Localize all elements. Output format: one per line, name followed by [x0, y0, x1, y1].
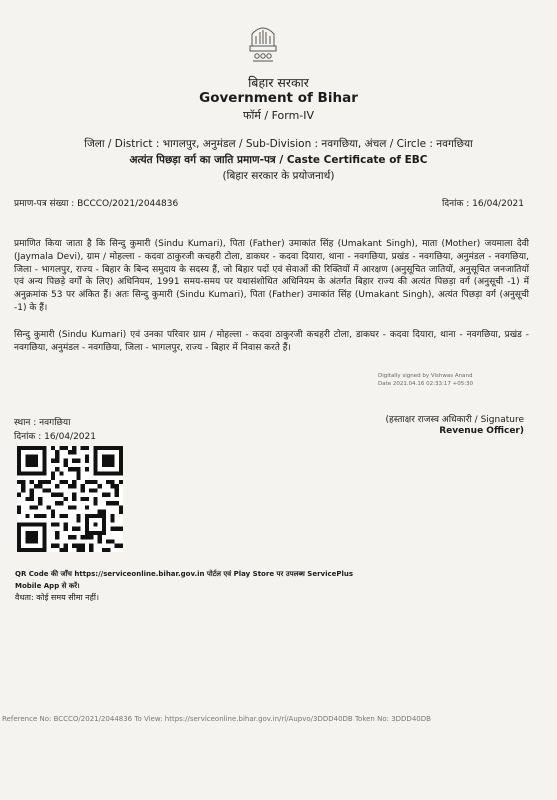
state-emblem-icon — [244, 18, 282, 64]
certificate-number: प्रमाण-पत्र संख्या : BCCCO/2021/2044836 — [14, 199, 179, 209]
certificate-title: अत्यंत पिछड़ा वर्ग का जाति प्रमाण-पत्र / Caste Certificate of EBC — [129, 154, 428, 166]
location-line: जिला / District : भागलपुर, अनुमंडल / Sub-Division : नवगछिया, अंचल / Circle : नवगछिया — [84, 138, 473, 150]
state-name-english: Government of Bihar — [199, 90, 358, 106]
qr-note-line1: QR Code की जाँच https://serviceonline.bihar.gov.in पोर्टल एवं Play Store पर उपलब्ध ServicePlus — [15, 570, 354, 578]
state-name-hindi: बिहार सरकार — [248, 75, 309, 90]
digital-signature-date: Date 2021.04.16 02:33:17 +05:30 — [378, 381, 474, 387]
qr-verification-note — [15, 568, 355, 604]
certification-paragraph: प्रमाणित किया जाता है कि सिन्दु कुमारी (Sindu Kumari), पिता (Father) उमाकांत सिंह (Umakant Singh), माता (Mother) जयमाला देवी (Jaymala Devi), ग्राम / मोहल्ला - कदवा ठाकुरजी कचहरी टोला, डाकघर - कदवा दियारा, थाना - नवगछिया, प्रखंड - नवगछिया, अनुमंडल - नवगछिया, जिला - भागलपुर, राज्य - बिहार के बिन्द समुदाय के सदस्य हैं, जो बिहार पदों एवं सेवाओं की रिक्तियों में आरक्षण (अनुसूचित जातियों, अनुसूचित जनजातियों एवं अन्य पिछड़े वर्गों के लिए) अधिनियम, 1991 समय-समय पर यथासंशोधित अधिनियम के अंतर्गत बिहार राज्य की अत्यंत पिछड़ा वर्ग (अनुसूची -1) में अनुक्रमांक 53 पर अंकित हैं। अतः सिन्दु कुमारी (Sindu Kumari), पिता (Father) उमाकांत सिंह (Umakant Singh), अत्यंत पिछड़ा वर्ग (अनुसूची -1) के हैं। — [14, 239, 529, 313]
purpose-line: (बिहार सरकार के प्रयोजनार्थ) — [222, 170, 335, 182]
signatory-title-line2: Revenue Officer) — [439, 426, 524, 436]
form-number: फॉर्म / Form-IV — [242, 109, 315, 122]
qr-code-icon — [17, 446, 123, 552]
residence-paragraph: सिन्दु कुमारी (Sindu Kumari) एवं उनका परिवार ग्राम / मोहल्ला - कदवा ठाकुरजी कचहरी टोला, डाकघर - कदवा दियारा, थाना - नवगछिया, प्रखंड - नवगछिया, अनुमंडल - नवगछिया, जिला - भागलपुर, राज्य - बिहार में निवास करते हैं। — [14, 330, 529, 353]
reference-footer: Reference No: BCCCO/2021/2044836 To View: https://serviceonline.bihar.gov.in/rl/Aupvo/3DDD40DB Token No: 3DDD40DB — [2, 715, 431, 723]
validity-note: वैधता: कोई समय सीमा नहीं। — [15, 593, 99, 602]
signatory-date: दिनांक : 16/04/2021 — [14, 432, 96, 442]
digital-signature-name: Digitally signed by Vishwas Anand — [378, 373, 473, 379]
qr-note-line2: Mobile App से करें। — [15, 582, 80, 590]
issue-date: दिनांक : 16/04/2021 — [442, 199, 524, 209]
place-label: स्थान : नवगछिया — [14, 418, 71, 428]
signatory-title-line1: (हस्ताक्षर राजस्व अधिकारी / Signature — [385, 415, 524, 425]
